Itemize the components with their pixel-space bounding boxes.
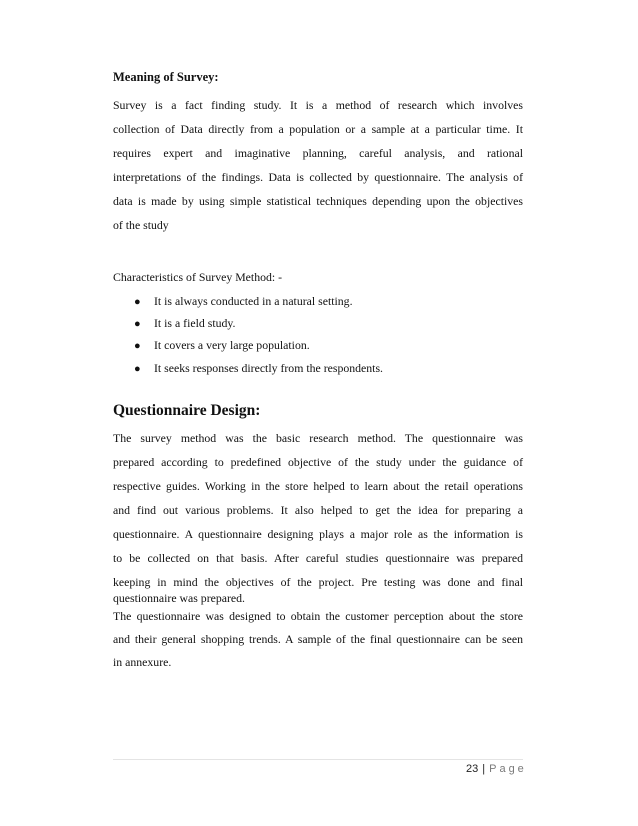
paragraph-line: Survey is a fact finding study. It is a method of research which involves	[113, 98, 523, 112]
paragraph-line: respective guides. Working in the store helped to learn about the retail operations	[113, 479, 523, 493]
paragraph-line: The survey method was the basic research method. The questionnaire was	[113, 431, 523, 445]
paragraph-line: The questionnaire was designed to obtain the customer perception about the store	[113, 609, 523, 623]
paragraph-line: in annexure.	[113, 655, 172, 669]
list-item: It seeks responses directly from the respondents.	[154, 361, 383, 375]
footer-separator: |	[482, 763, 486, 775]
footer-divider	[113, 759, 523, 760]
paragraph-line: collection of Data directly from a population or a sample at a particular time. It	[113, 122, 523, 136]
paragraph-line: prepared according to predefined objective of the study under the guidance of	[113, 455, 523, 469]
paragraph-line: to be collected on that basis. After careful studies questionnaire was prepared	[113, 551, 523, 565]
bullet-icon: ●	[134, 340, 141, 352]
paragraph-line: interpretations of the findings. Data is collected by questionnaire. The analysis of	[113, 170, 523, 184]
section-heading-questionnaire-design: Questionnaire Design:	[113, 402, 261, 419]
page-number: 23	[466, 763, 479, 775]
paragraph-line: requires expert and imaginative planning, careful analysis, and rational	[113, 146, 523, 160]
paragraph-line: keeping in mind the objectives of the project. Pre testing was done and final	[113, 575, 523, 589]
paragraph-line: and find out various problems. It also helped to get the idea for preparing a	[113, 503, 523, 517]
paragraph-line: questionnaire. A questionnaire designing plays a major role as the information is	[113, 527, 523, 541]
characteristics-heading: Characteristics of Survey Method: -	[113, 270, 283, 284]
bullet-icon: ●	[134, 318, 141, 330]
list-item: It is always conducted in a natural setting.	[154, 294, 353, 308]
list-item: It covers a very large population.	[154, 338, 310, 352]
paragraph-line: and their general shopping trends. A sample of the final questionnaire can be seen	[113, 632, 523, 646]
paragraph-line: data is made by using simple statistical techniques depending upon the objectives	[113, 194, 523, 208]
page-label: Page	[489, 763, 527, 775]
section-heading-meaning-of-survey: Meaning of Survey:	[113, 70, 219, 84]
paragraph-line: questionnaire was prepared.	[113, 591, 246, 605]
list-item: It is a field study.	[154, 316, 236, 330]
bullet-icon: ●	[134, 296, 141, 308]
paragraph-line: of the study	[113, 218, 169, 232]
page-footer	[466, 763, 527, 775]
bullet-icon: ●	[134, 363, 141, 375]
